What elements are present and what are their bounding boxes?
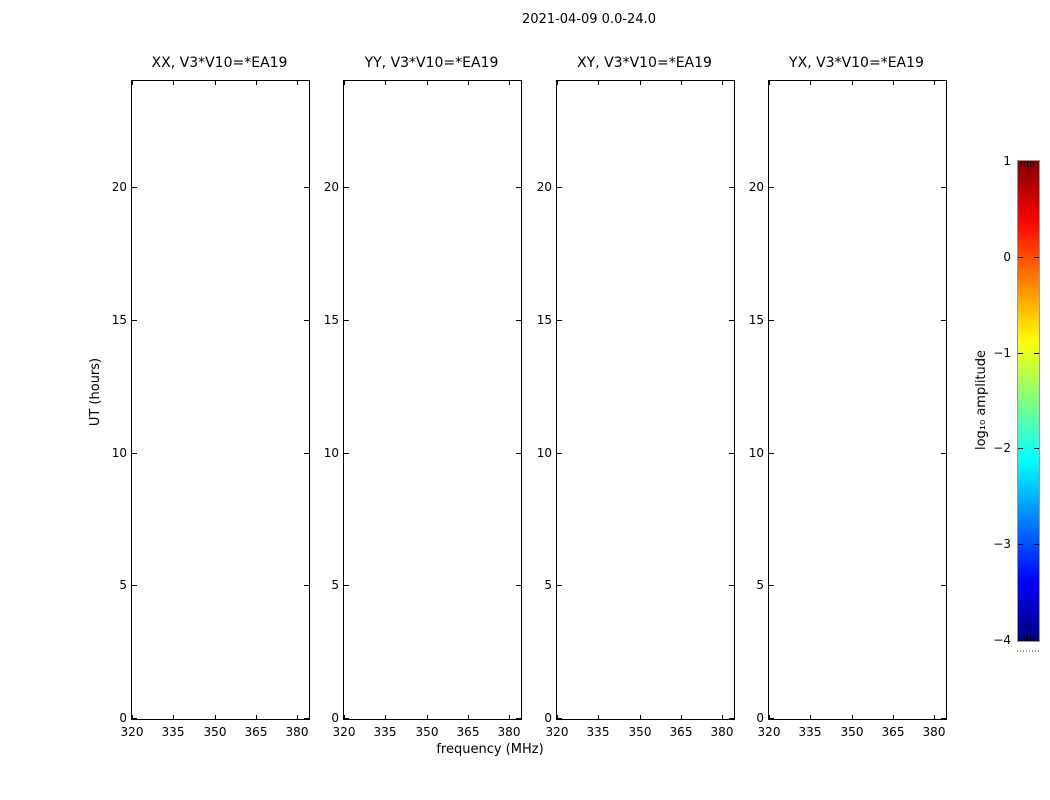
y-tick-mark-left <box>769 187 774 188</box>
x-tick-label: 380 <box>285 725 309 739</box>
y-tick-mark-left <box>557 453 562 454</box>
x-tick-mark-bottom <box>427 715 428 719</box>
x-tick-mark-top <box>681 81 682 85</box>
x-tick-mark-bottom <box>681 715 682 719</box>
x-tick-label: 365 <box>244 725 268 739</box>
y-tick-mark-right <box>941 453 946 454</box>
y-tick-mark-left <box>132 718 137 719</box>
x-tick-mark-top <box>215 81 216 85</box>
y-tick-label: 10 <box>748 446 764 460</box>
x-tick-label: 335 <box>161 725 185 739</box>
y-tick-label: 5 <box>756 578 764 592</box>
y-tick-mark-left <box>557 320 562 321</box>
y-tick-label: 15 <box>536 313 552 327</box>
y-tick-mark-left <box>344 718 349 719</box>
y-tick-label: 15 <box>748 313 764 327</box>
x-tick-mark-top <box>509 81 510 85</box>
colorbar <box>993 154 1040 647</box>
x-tick-label: 350 <box>415 725 439 739</box>
x-tick-mark-bottom <box>810 715 811 719</box>
y-tick-mark-right <box>941 718 946 719</box>
x-tick-mark-top <box>893 81 894 85</box>
x-tick-label: 365 <box>456 725 480 739</box>
x-tick-mark-top <box>852 81 853 85</box>
x-tick-mark-top <box>132 81 133 85</box>
y-tick-label: 10 <box>111 446 127 460</box>
y-axis-label: UT (hours) <box>88 357 103 427</box>
x-tick-mark-bottom <box>385 715 386 719</box>
subplot-title-xx: XX, V3*V10=*EA19 <box>151 55 288 71</box>
y-tick-mark-left <box>344 320 349 321</box>
colorbar-tick-label: −4 <box>993 633 1011 647</box>
colorbar-top-hatch <box>1021 161 1036 167</box>
colorbar-label: log₁₀ amplitude <box>974 349 989 451</box>
colorbar-under-dots <box>1017 650 1040 652</box>
x-tick-mark-top <box>427 81 428 85</box>
y-tick-label: 20 <box>111 180 127 194</box>
x-tick-mark-top <box>598 81 599 85</box>
y-tick-mark-left <box>557 718 562 719</box>
x-axis-label: frequency (MHz) <box>436 742 544 757</box>
colorbar-tick-mark-left <box>1018 353 1023 354</box>
y-tick-mark-left <box>132 320 137 321</box>
x-tick-mark-bottom <box>297 715 298 719</box>
x-tick-mark-bottom <box>256 715 257 719</box>
colorbar-tick-mark-right <box>1034 448 1039 449</box>
y-tick-label: 15 <box>111 313 127 327</box>
colorbar-gradient <box>1018 161 1039 641</box>
colorbar-tick-mark-right <box>1034 257 1039 258</box>
x-tick-mark-top <box>468 81 469 85</box>
x-tick-mark-bottom <box>934 715 935 719</box>
y-tick-mark-right <box>941 585 946 586</box>
colorbar-tick-label: −3 <box>993 537 1011 551</box>
y-tick-mark-left <box>769 453 774 454</box>
y-tick-mark-left <box>344 453 349 454</box>
colorbar-tick-label: 0 <box>1003 250 1011 264</box>
x-tick-mark-top <box>722 81 723 85</box>
subplot-title-yy: YY, V3*V10=*EA19 <box>364 55 499 71</box>
x-tick-label: 320 <box>332 725 356 739</box>
x-tick-label: 350 <box>203 725 227 739</box>
y-tick-mark-left <box>769 585 774 586</box>
y-tick-label: 0 <box>544 711 552 725</box>
x-tick-label: 380 <box>922 725 946 739</box>
x-tick-mark-top <box>934 81 935 85</box>
colorbar-tick-mark-left <box>1018 544 1023 545</box>
x-tick-label: 365 <box>881 725 905 739</box>
x-tick-label: 380 <box>710 725 734 739</box>
x-tick-label: 380 <box>497 725 521 739</box>
x-tick-label: 365 <box>669 725 693 739</box>
x-tick-label: 320 <box>120 725 144 739</box>
subplot-yy-plot-area <box>323 80 522 739</box>
x-tick-mark-top <box>256 81 257 85</box>
x-tick-label: 350 <box>628 725 652 739</box>
y-tick-label: 0 <box>756 711 764 725</box>
y-tick-label: 15 <box>323 313 339 327</box>
colorbar-tick-mark-left <box>1018 448 1023 449</box>
subplot-title-yx: YX, V3*V10=*EA19 <box>789 55 924 71</box>
y-tick-label: 0 <box>331 711 339 725</box>
x-tick-mark-top <box>297 81 298 85</box>
subplot-xy-plot-area <box>536 80 735 739</box>
x-tick-mark-top <box>810 81 811 85</box>
y-tick-label: 20 <box>748 180 764 194</box>
x-tick-mark-bottom <box>722 715 723 719</box>
subplot-xx-plot-area <box>111 80 310 739</box>
y-tick-mark-left <box>557 187 562 188</box>
x-tick-mark-bottom <box>468 715 469 719</box>
x-tick-mark-bottom <box>598 715 599 719</box>
y-tick-label: 10 <box>323 446 339 460</box>
x-tick-mark-bottom <box>852 715 853 719</box>
colorbar-tick-mark-right <box>1034 353 1039 354</box>
colorbar-tick-label: −2 <box>993 441 1011 455</box>
y-tick-mark-right <box>941 187 946 188</box>
y-tick-mark-left <box>132 585 137 586</box>
x-tick-mark-top <box>640 81 641 85</box>
x-tick-mark-top <box>173 81 174 85</box>
x-tick-mark-bottom <box>640 715 641 719</box>
x-tick-mark-bottom <box>173 715 174 719</box>
colorbar-tick-mark-left <box>1018 257 1023 258</box>
x-tick-mark-bottom <box>215 715 216 719</box>
y-tick-mark-left <box>344 187 349 188</box>
colorbar-tick-label: 1 <box>1003 154 1011 168</box>
x-tick-mark-top <box>557 81 558 85</box>
subplot-yx-plot-area <box>748 80 947 739</box>
figure-title: 2021-04-09 0.0-24.0 <box>522 12 656 27</box>
x-tick-label: 320 <box>545 725 569 739</box>
y-tick-mark-right <box>941 320 946 321</box>
x-tick-label: 335 <box>586 725 610 739</box>
x-tick-mark-top <box>385 81 386 85</box>
y-tick-label: 5 <box>119 578 127 592</box>
colorbar-bottom-hatch <box>1021 635 1036 641</box>
y-tick-label: 5 <box>544 578 552 592</box>
y-tick-mark-left <box>132 453 137 454</box>
colorbar-tick-label: −1 <box>993 346 1011 360</box>
y-tick-mark-left <box>557 585 562 586</box>
y-tick-mark-left <box>769 320 774 321</box>
colorbar-tick-mark-right <box>1034 544 1039 545</box>
y-tick-mark-left <box>132 187 137 188</box>
y-tick-label: 20 <box>536 180 552 194</box>
x-tick-label: 350 <box>840 725 864 739</box>
y-tick-label: 5 <box>331 578 339 592</box>
subplot-title-xy: XY, V3*V10=*EA19 <box>577 55 712 71</box>
y-tick-mark-left <box>344 585 349 586</box>
y-tick-label: 20 <box>323 180 339 194</box>
y-tick-mark-left <box>769 718 774 719</box>
x-tick-mark-bottom <box>893 715 894 719</box>
x-tick-mark-top <box>344 81 345 85</box>
x-tick-label: 335 <box>798 725 822 739</box>
x-tick-label: 320 <box>757 725 781 739</box>
y-tick-label: 0 <box>119 711 127 725</box>
x-tick-mark-bottom <box>509 715 510 719</box>
x-tick-label: 335 <box>373 725 397 739</box>
x-tick-mark-top <box>769 81 770 85</box>
y-tick-label: 10 <box>536 446 552 460</box>
